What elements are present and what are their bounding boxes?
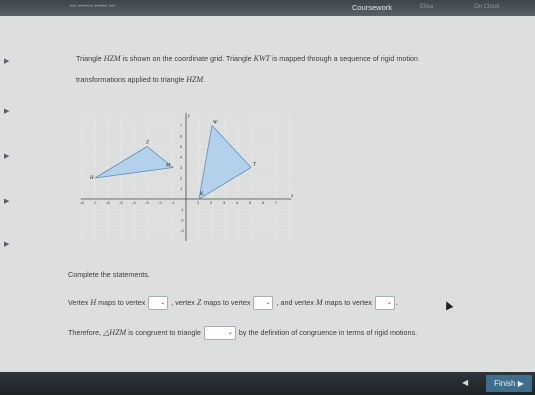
coordinate-grid <box>78 100 293 245</box>
side-arrow-icon[interactable]: ▶ <box>4 198 10 205</box>
x-tick-label: 7 <box>275 200 278 205</box>
top-bar <box>0 0 535 16</box>
side-arrow-icon[interactable]: ▶ <box>4 241 10 248</box>
chevron-down-icon: ⌄ <box>386 300 392 306</box>
y-tick-label: -3 <box>180 228 184 233</box>
bottom-bar <box>0 372 535 395</box>
chevron-down-icon: ⌄ <box>265 300 271 306</box>
finish-button[interactable]: Finish ▶ <box>486 375 532 392</box>
vertex-label-m: M <box>166 163 171 169</box>
prompt-line-2: transformations applied to triangle HZM. <box>76 75 206 84</box>
y-tick-label: 1 <box>180 186 183 191</box>
vertex-label-z: Z <box>146 140 149 146</box>
chevron-down-icon: ⌄ <box>160 300 166 306</box>
x-tick-label: -5 <box>119 200 123 205</box>
question-prompt <box>76 48 524 90</box>
y-tick-label: 3 <box>180 165 183 170</box>
x-tick-label: -4 <box>132 200 136 205</box>
x-tick-label: 3 <box>223 200 226 205</box>
y-tick-label: -1 <box>180 207 184 212</box>
x-tick-label: -6 <box>106 200 110 205</box>
vertex-m-dropdown[interactable] <box>375 296 395 310</box>
side-arrow-icon[interactable]: ▶ <box>4 58 10 65</box>
side-arrow-icon[interactable]: ▶ <box>4 153 10 160</box>
vertex-label-w: W <box>213 120 218 126</box>
breadcrumb: ••• ••••••• •••••• ••• <box>70 4 115 10</box>
statement-2: Therefore, △HZM is congruent to triangle ⌄ by the definition of congruence in terms of rigid motions. <box>68 326 417 340</box>
previous-icon[interactable]: ◀ <box>462 378 469 387</box>
y-tick-label: 5 <box>180 144 183 149</box>
x-tick-label: -8 <box>80 200 84 205</box>
x-tick-label: 2 <box>210 200 213 205</box>
y-tick-label: 7 <box>180 123 183 128</box>
y-tick-label: 4 <box>180 154 183 160</box>
vertex-label-k: K <box>200 192 204 197</box>
triangle-dropdown[interactable] <box>204 326 236 340</box>
y-tick-label: 6 <box>180 133 183 139</box>
chevron-down-icon: ⌄ <box>227 330 233 336</box>
axes <box>81 113 292 241</box>
statements-heading: Complete the statements. <box>68 270 150 279</box>
x-tick-label: -2 <box>158 200 162 205</box>
vertex-label-h: H <box>90 176 94 181</box>
vertex-label-t: T <box>253 162 256 168</box>
user-name: Elisa <box>420 4 434 10</box>
x-tick-label: 6 <box>262 200 265 205</box>
vertex-z-dropdown[interactable] <box>253 296 273 310</box>
prompt-line-1: Triangle HZM is shown on the coordinate grid. Triangle KWT is mapped through a sequence of rigid motion <box>76 54 418 63</box>
y-tick-label: -2 <box>180 217 184 223</box>
vertex-h-dropdown[interactable] <box>148 296 168 310</box>
x-tick-label: -1 <box>171 200 175 205</box>
x-axis-label: x <box>291 194 294 199</box>
x-tick-label: -7 <box>93 200 97 205</box>
y-axis-label: y <box>188 114 191 119</box>
status-text: On Cloud <box>474 4 500 10</box>
app-title: Coursework <box>352 3 393 12</box>
x-tick-label: 4 <box>236 200 239 205</box>
statement-1: Vertex H maps to vertex ⌄ , vertex Z maps to vertex ⌄ , and vertex M maps to vertex ⌄ . <box>68 296 398 310</box>
x-tick-label: -3 <box>145 200 149 205</box>
x-tick-label: 5 <box>249 200 252 205</box>
x-tick-label: 1 <box>197 200 200 205</box>
y-tick-label: 2 <box>180 175 183 181</box>
side-arrow-icon[interactable]: ▶ <box>4 108 10 115</box>
